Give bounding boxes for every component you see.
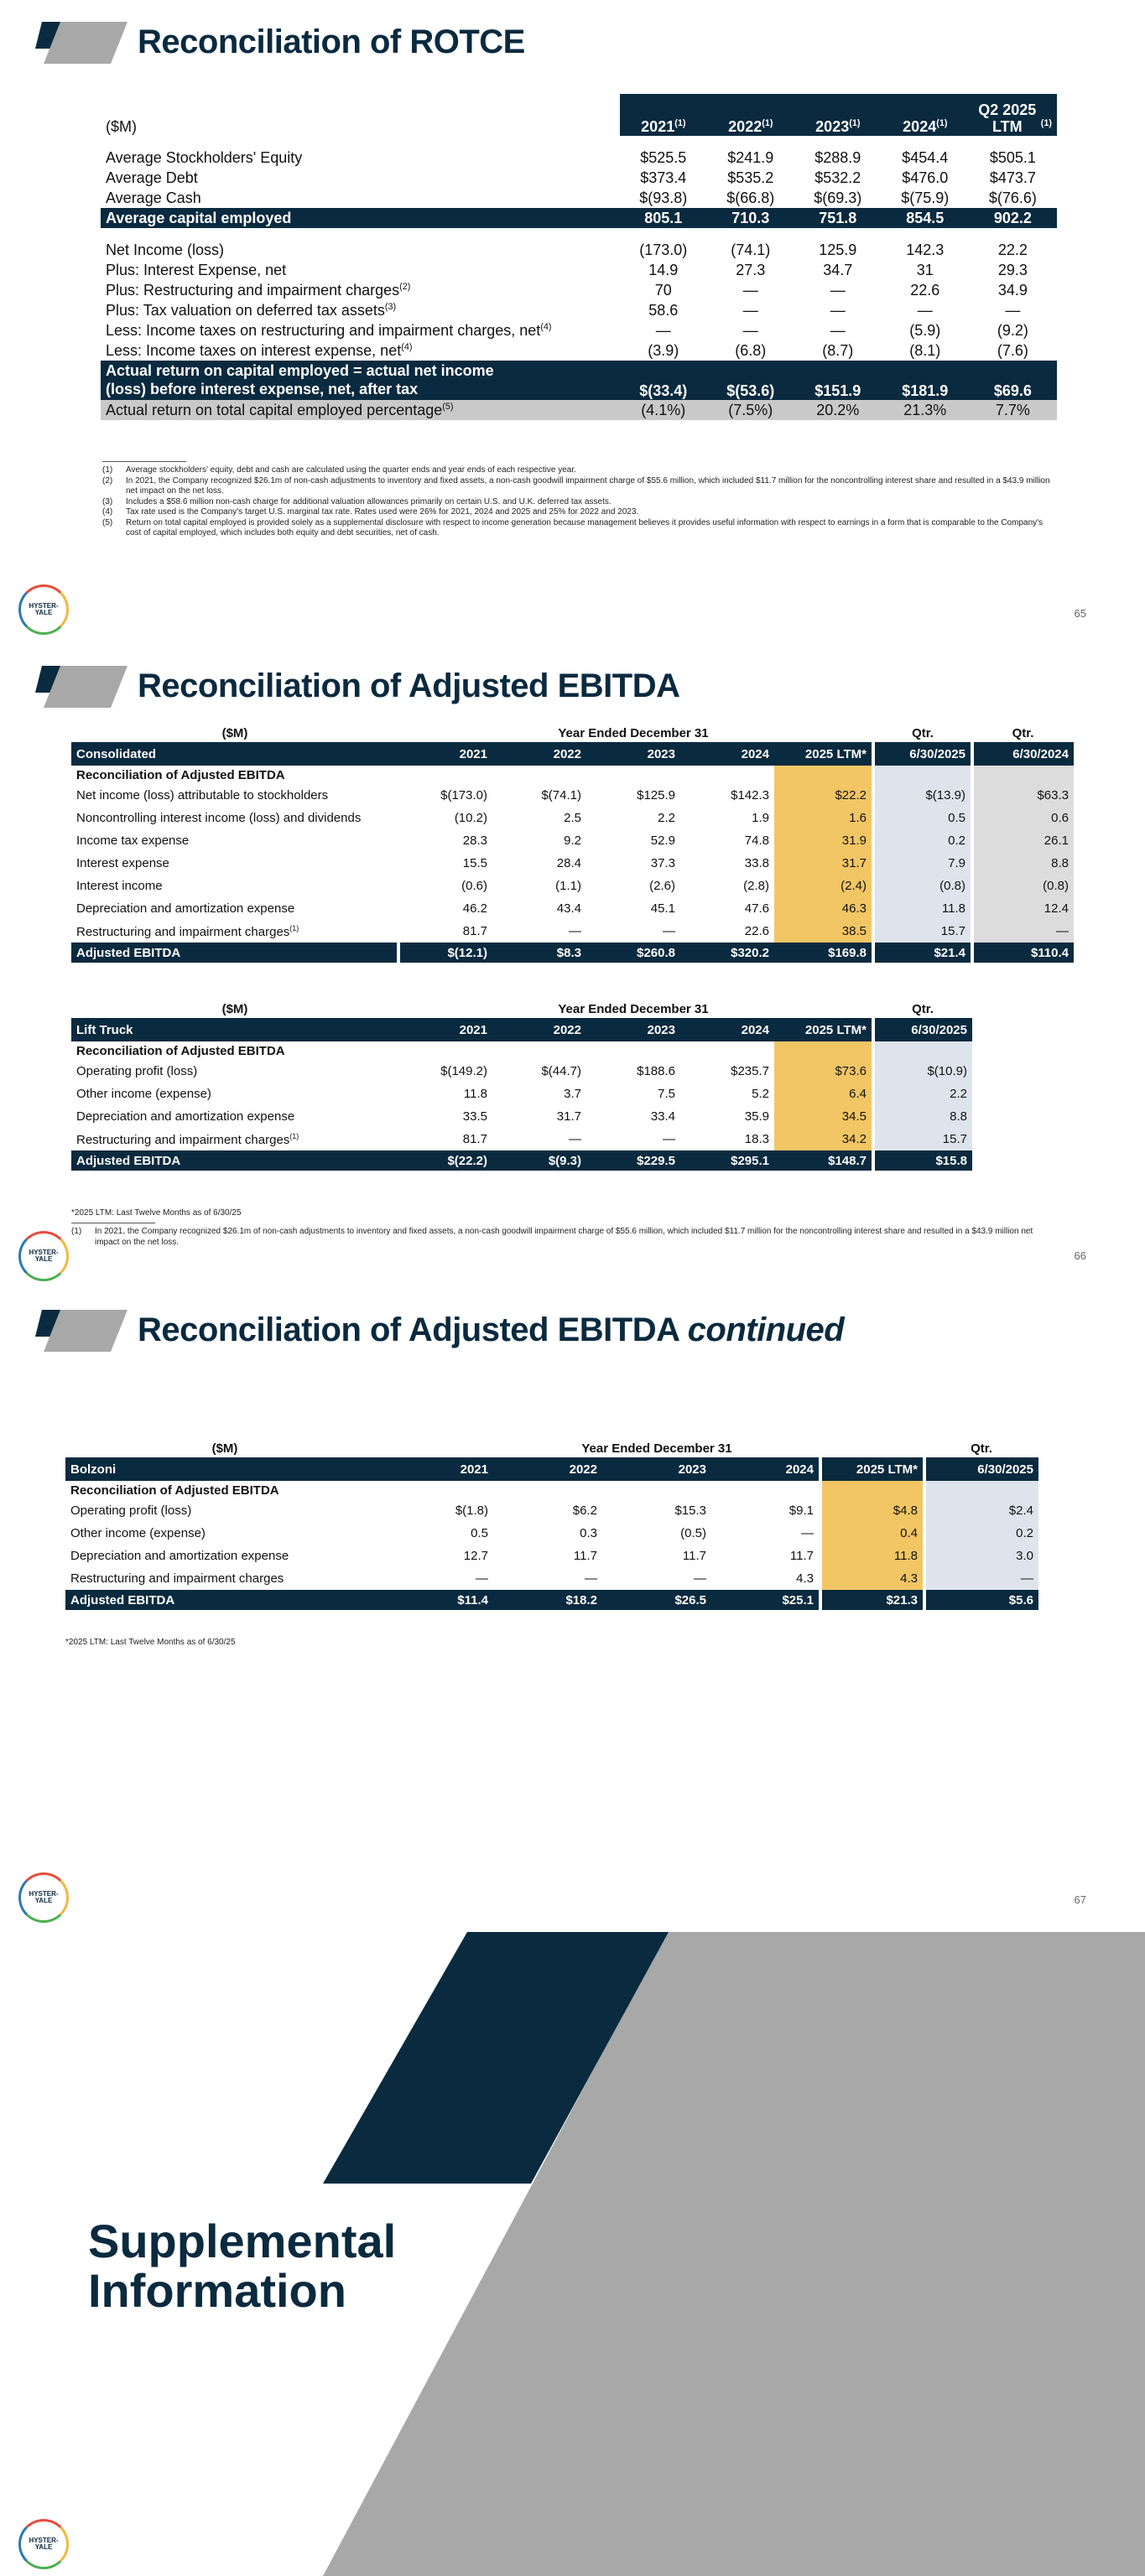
table-cell: 0.4 <box>820 1522 924 1545</box>
table-cell: 26.1 <box>972 829 1074 852</box>
table-cell: $2.4 <box>924 1499 1038 1522</box>
table-cell: $73.6 <box>774 1060 873 1083</box>
adjusted-ebitda-total-row: Adjusted EBITDA $11.4 $18.2 $26.5 $25.1 $21.3 $5.6 <box>65 1590 1038 1610</box>
table-cell: 7.9 <box>873 852 972 875</box>
table-row <box>101 188 1057 208</box>
table-cell: — <box>742 301 758 319</box>
table-cell: (9.2) <box>997 321 1028 339</box>
row-label: Average Stockholders' Equity <box>106 148 303 166</box>
table-cell: 3.7 <box>564 1087 581 1101</box>
table-cell: (3.9) <box>648 341 679 359</box>
table-cell: $525.5 <box>640 148 687 166</box>
row-label: Restructuring and impairment charges$^{(1)}$ <box>76 1131 299 1147</box>
table-cell: 45.1 <box>650 901 675 916</box>
table-cell: $6.2 <box>572 1504 597 1518</box>
row-label: Average Debt <box>106 169 198 186</box>
title-accent-shape <box>35 1310 128 1352</box>
table-cell: 15.7 <box>873 920 972 943</box>
table-cell: 2.5 <box>564 811 581 825</box>
table-cell: $(93.8) <box>639 189 688 206</box>
table-cell: 28.3 <box>462 834 487 848</box>
table-cell: 29.3 <box>997 261 1028 278</box>
table-cell: 2.2 <box>658 811 675 825</box>
table-cell: (6.8) <box>735 341 767 359</box>
col-header: 2021$^{(1)}$ <box>620 94 707 136</box>
company-logo: HYSTER-YALE <box>18 2519 69 2569</box>
footnote: (2) In 2021, the Company recognized $26.1m of non-cash adjustments to inventory and fixed assets, a non-cash goodwill impairment charge of $55.6 million, which included $11.7 million for the noncontrolling interest share and resulted in a $43.9 million net impact on the net loss. <box>102 475 1050 496</box>
table-cell: $(66.8) <box>726 189 775 206</box>
table-cell: — <box>569 924 581 938</box>
table-cell: $532.2 <box>815 169 861 186</box>
adjusted-ebitda-total-row: Adjusted EBITDA $(12.1) $8.3 $260.8 $320.2 $169.8 $21.4 $110.4 <box>71 943 1074 963</box>
row-label: Depreciation and amortization expense <box>70 1549 289 1563</box>
table-cell: 142.3 <box>906 241 945 258</box>
table-cell: 1.6 <box>774 807 873 829</box>
section-title: Supplemental Information <box>88 2215 397 2317</box>
table-cell: 47.6 <box>744 901 769 916</box>
table-cell: $(1.8) <box>455 1504 488 1518</box>
slide-adjusted-ebitda <box>0 644 1145 1288</box>
row-label: Plus: Interest Expense, net <box>106 261 287 278</box>
table-cell: (2.6) <box>649 879 675 893</box>
table-row <box>71 1083 972 1105</box>
table-row <box>101 168 1057 188</box>
table-cell: $505.1 <box>989 148 1036 166</box>
table-cell: $473.7 <box>989 169 1036 186</box>
title-accent-shape <box>35 666 128 708</box>
footnote: (5) Return on total capital employed is provided solely as a supplemental disclosure with respect to income generation because management believes it provides useful information with respect to earnings in a form that is comparable to the Company's cost of capital employed, which includes both equity and debt securities, net of cash. <box>102 517 1044 538</box>
slide-supplemental-information <box>0 1932 1145 2576</box>
table-cell: 8.8 <box>972 852 1074 875</box>
row-label: Restructuring and impairment charges <box>70 1571 284 1586</box>
table-cell: $535.2 <box>727 169 774 186</box>
table-cell: — <box>1005 301 1021 319</box>
slide-rotce <box>0 0 1145 644</box>
table-cell: 38.5 <box>774 920 873 943</box>
return-percentage-row: Actual return on total capital employed percentage$^{(5)}$ (4.1%) (7.5%) 20.2% 21.3% 7.7% <box>101 400 1057 420</box>
row-label: Other income (expense) <box>76 1087 211 1101</box>
table-cell: — <box>655 321 671 339</box>
table-cell: $288.9 <box>815 148 861 166</box>
table-cell: $(13.9) <box>873 784 972 807</box>
table-cell: $(69.3) <box>814 189 862 206</box>
table-cell: 27.3 <box>736 261 766 278</box>
table-cell: $15.3 <box>674 1504 706 1518</box>
table-cell: (0.8) <box>972 875 1074 897</box>
table-header-row: Consolidated 2021 2022 2023 2024 2025 LTM* 6/30/2025 6/30/2024 <box>71 742 1074 766</box>
row-label: Depreciation and amortization expense <box>76 1109 295 1124</box>
table-cell: — <box>476 1571 488 1586</box>
table-row <box>71 897 1074 920</box>
table-cell: 7.5 <box>658 1087 675 1101</box>
table-cell: (0.8) <box>873 875 972 897</box>
row-label: Depreciation and amortization expense <box>76 901 295 916</box>
table-cell: 11.8 <box>873 897 972 920</box>
table-cell: (173.0) <box>639 241 688 258</box>
table-cell: 31 <box>916 261 934 278</box>
table-cell: $125.9 <box>637 788 675 802</box>
table-cell: 0.2 <box>873 829 972 852</box>
table-cell: 34.7 <box>823 261 853 278</box>
table-cell: (8.7) <box>822 341 854 359</box>
table-header-row <box>101 94 1057 136</box>
row-label: Net income (loss) attributable to stockholders <box>76 788 329 802</box>
table-cell: $(75.9) <box>901 189 950 206</box>
table-cell: 34.5 <box>774 1105 873 1128</box>
adjusted-ebitda-total-row: Adjusted EBITDA $(22.2) $(9.3) $229.5 $295.1 $148.7 $15.8 <box>71 1150 972 1171</box>
row-label: Less: Income taxes on restructuring and impairment charges, net$^{(4)}$ <box>106 321 552 339</box>
table-row <box>101 260 1057 280</box>
bolzoni-ebitda-table <box>65 1439 1038 1610</box>
row-label: Noncontrolling interest income (loss) and dividends <box>76 811 362 825</box>
table-row <box>101 148 1057 168</box>
table-cell: (2.4) <box>774 875 873 897</box>
return-row: Actual return on capital employed = actual net income (loss) before interest expense, net, after tax $(33.4) $(53.6) $151.9 $181.9 $69.6 <box>101 361 1057 400</box>
table-row <box>71 784 1074 807</box>
table-cell: 37.3 <box>650 856 675 870</box>
table-cell: — <box>830 321 846 339</box>
table-cell: $4.8 <box>820 1499 924 1522</box>
table-cell: (2.8) <box>743 879 769 893</box>
table-cell: 0.6 <box>972 807 1074 829</box>
table-cell: — <box>663 924 675 938</box>
table-cell: 8.8 <box>873 1105 972 1128</box>
table-cell: 58.6 <box>648 301 679 319</box>
table-cell: 11.7 <box>573 1549 597 1563</box>
table-cell: 28.4 <box>556 856 581 870</box>
row-label: Net Income (loss) <box>106 241 225 258</box>
ltm-note: *2025 LTM: Last Twelve Months as of 6/30/25 <box>71 1208 242 1218</box>
table-cell: 22.2 <box>997 241 1028 258</box>
ltm-note: *2025 LTM: Last Twelve Months as of 6/30/25 <box>65 1638 236 1647</box>
table-cell: (7.6) <box>997 341 1028 359</box>
table-cell: 46.3 <box>774 897 873 920</box>
table-cell: 11.8 <box>820 1545 924 1567</box>
row-label: Income tax expense <box>76 834 190 848</box>
table-cell: 1.9 <box>752 811 769 825</box>
table-cell: $(44.7) <box>541 1064 581 1078</box>
table-cell: $63.3 <box>972 784 1074 807</box>
row-label: Interest expense <box>76 856 169 870</box>
table-cell: 9.2 <box>564 834 581 848</box>
table-cell: (5.9) <box>909 321 941 339</box>
caption-row: ($M) Year Ended December 31 Qtr. <box>221 1001 934 1016</box>
table-cell: 22.6 <box>744 924 769 938</box>
table-row <box>71 875 1074 897</box>
table-cell: 2.2 <box>873 1083 972 1105</box>
table-cell: 31.9 <box>774 829 873 852</box>
footnote: (1) Average stockholders' equity, debt and cash are calculated using the quarter ends and year ends of each respective year. <box>102 465 576 475</box>
table-cell: $22.2 <box>774 784 873 807</box>
table-cell: 12.7 <box>463 1549 488 1563</box>
page-title: Reconciliation of ROTCE <box>138 23 525 60</box>
row-label: Operating profit (loss) <box>76 1064 198 1078</box>
table-cell: (0.5) <box>680 1526 706 1540</box>
table-cell: — <box>830 301 846 319</box>
row-label: Less: Income taxes on interest expense, net$^{(4)}$ <box>106 341 413 359</box>
table-row <box>71 920 1074 943</box>
table-row <box>71 807 1074 829</box>
table-cell: 81.7 <box>462 1132 487 1146</box>
page-number: 65 <box>1074 607 1086 620</box>
table-row <box>65 1545 1038 1567</box>
table-cell: $476.0 <box>902 169 949 186</box>
table-cell: $188.6 <box>637 1064 675 1078</box>
table-cell: 0.5 <box>471 1526 488 1540</box>
table-row <box>101 320 1057 340</box>
table-cell: — <box>924 1567 1038 1590</box>
col-header: Q2 2025 LTM $^{(1)}$ <box>969 94 1057 136</box>
table-cell: (8.1) <box>909 341 941 359</box>
table-row <box>71 852 1074 875</box>
table-cell: 11.7 <box>682 1549 706 1563</box>
table-cell: (1.1) <box>555 879 581 893</box>
table-cell: $241.9 <box>727 148 774 166</box>
page-title: Reconciliation of Adjusted EBITDA continued <box>138 1311 845 1348</box>
table-cell: — <box>972 920 1074 943</box>
page-number: 66 <box>1074 1249 1086 1262</box>
section-row: Reconciliation of Adjusted EBITDA <box>71 1041 972 1060</box>
table-cell: 11.8 <box>463 1087 487 1101</box>
table-cell: 34.9 <box>997 281 1028 299</box>
row-label: Other income (expense) <box>70 1526 206 1540</box>
table-cell: 6.4 <box>774 1083 873 1105</box>
table-cell: 81.7 <box>462 924 487 938</box>
table-cell: $235.7 <box>731 1064 769 1078</box>
table-row <box>101 240 1057 260</box>
table-cell: $9.1 <box>788 1504 814 1518</box>
table-cell: 11.7 <box>789 1549 814 1563</box>
table-cell: — <box>742 321 758 339</box>
capital-employed-row: Average capital employed 805.1 710.3 751.8 854.5 902.2 <box>101 208 1057 228</box>
table-cell: $(149.2) <box>440 1064 487 1078</box>
table-cell: 18.3 <box>744 1132 769 1146</box>
table-cell: 15.7 <box>873 1128 972 1150</box>
table-header-row: Lift Truck 2021 2022 2023 2024 2025 LTM* 6/30/2025 <box>71 1018 972 1041</box>
table-cell: 125.9 <box>819 241 857 258</box>
col-header: 2023$^{(1)}$ <box>794 94 882 136</box>
table-row <box>71 1105 972 1128</box>
col-header: 2022$^{(1)}$ <box>707 94 794 136</box>
table-cell: — <box>917 301 933 319</box>
row-label: Operating profit (loss) <box>70 1504 192 1518</box>
table-cell: 3.0 <box>924 1545 1038 1567</box>
table-row <box>71 829 1074 852</box>
table-cell: $(173.0) <box>440 788 487 802</box>
lift-truck-ebitda-table <box>71 1000 972 1171</box>
slide-adjusted-ebitda-continued <box>0 1288 1145 1932</box>
caption-row: ($M) Year Ended December 31 Qtr. Qtr. <box>221 725 1034 740</box>
table-cell: 5.2 <box>752 1087 769 1101</box>
table-cell: 52.9 <box>650 834 675 848</box>
table-cell: — <box>585 1571 597 1586</box>
footnote: (3) Includes a $58.6 million non-cash charge for additional valuation allowances primarily on certain U.S. and U.K. deferred tax assets. <box>102 496 612 506</box>
table-cell: 31.7 <box>774 852 873 875</box>
table-cell: $454.4 <box>902 148 949 166</box>
row-label: Interest income <box>76 879 163 893</box>
table-cell: 12.4 <box>972 897 1074 920</box>
table-cell: 34.2 <box>774 1128 873 1150</box>
table-cell: $(10.9) <box>873 1060 972 1083</box>
table-cell: — <box>742 281 758 299</box>
table-row <box>65 1522 1038 1545</box>
footnotes: (1) In 2021, the Company recognized $26.1m of non-cash adjustments to inventory and fixed assets, a non-cash goodwill impairment charge of $55.6 million, which included $11.7 million for the noncontrolling interest share and resulted in a $43.9 million net impact on the net loss. <box>71 1223 1036 1248</box>
table-cell: — <box>801 1526 814 1540</box>
table-cell: 46.2 <box>462 901 487 916</box>
footnote: (4) Tax rate used is the Company's target U.S. marginal tax rate. Rates used were 26% for 2021, 2024 and 2025 and 25% for 2022 and 2023. <box>102 507 639 517</box>
table-cell: 70 <box>654 281 672 299</box>
table-cell: — <box>830 281 846 299</box>
footnotes <box>102 461 1050 539</box>
table-cell: 31.7 <box>556 1109 581 1124</box>
table-cell: 15.5 <box>462 856 487 870</box>
table-cell: 0.3 <box>580 1526 597 1540</box>
table-cell: 74.8 <box>744 834 769 848</box>
table-row <box>101 340 1057 361</box>
table-row <box>65 1499 1038 1522</box>
company-logo: HYSTER-YALE <box>18 584 69 635</box>
company-logo: HYSTER-YALE <box>18 1231 69 1281</box>
table-cell: 35.9 <box>744 1109 769 1124</box>
table-row <box>101 280 1057 300</box>
title-accent-shape <box>35 22 128 64</box>
table-cell: 0.2 <box>924 1522 1038 1545</box>
section-row: Reconciliation of Adjusted EBITDA <box>65 1481 1038 1499</box>
caption-row: ($M) Year Ended December 31 Qtr. <box>211 1441 992 1456</box>
page-title: Reconciliation of Adjusted EBITDA <box>138 667 680 704</box>
row-label: Restructuring and impairment charges$^{(1)}$ <box>76 923 299 939</box>
table-cell: 4.3 <box>796 1571 814 1586</box>
table-cell: 33.5 <box>462 1109 487 1124</box>
unit-label: ($M) <box>106 118 137 135</box>
company-logo: HYSTER-YALE <box>18 1872 69 1923</box>
section-row: Reconciliation of Adjusted EBITDA <box>71 766 1074 784</box>
table-header-row: Bolzoni 2021 2022 2023 2024 2025 LTM* 6/30/2025 <box>65 1457 1038 1481</box>
row-label: Plus: Tax valuation on deferred tax assets$^{(3)}$ <box>106 301 397 319</box>
table-cell: 22.6 <box>910 281 940 299</box>
table-cell: — <box>663 1132 675 1146</box>
table-cell: — <box>694 1571 706 1586</box>
table-cell: (74.1) <box>731 241 771 258</box>
table-row <box>71 1060 972 1083</box>
table-cell: (0.6) <box>461 879 487 893</box>
table-cell: $(76.6) <box>988 189 1037 206</box>
table-cell: 43.4 <box>556 901 581 916</box>
table-cell: $(74.1) <box>541 788 581 802</box>
row-label: Plus: Restructuring and impairment charges$^{(2)}$ <box>106 281 411 299</box>
table-cell: 0.5 <box>873 807 972 829</box>
table-cell: $142.3 <box>731 788 769 802</box>
table-row <box>71 1128 972 1150</box>
table-cell: (10.2) <box>454 811 487 825</box>
table-cell: 4.3 <box>820 1567 924 1590</box>
table-row <box>101 300 1057 320</box>
rotce-table <box>101 94 1057 420</box>
page-number: 67 <box>1074 1893 1086 1906</box>
table-row <box>65 1567 1038 1590</box>
table-cell: 14.9 <box>648 261 679 278</box>
col-header: 2024$^{(1)}$ <box>882 94 969 136</box>
table-cell: — <box>569 1132 581 1146</box>
row-label: Average Cash <box>106 189 201 206</box>
table-cell: 33.4 <box>650 1109 675 1124</box>
table-cell: $373.4 <box>640 169 687 186</box>
consolidated-ebitda-table <box>71 724 1074 963</box>
table-cell: 33.8 <box>744 856 769 870</box>
